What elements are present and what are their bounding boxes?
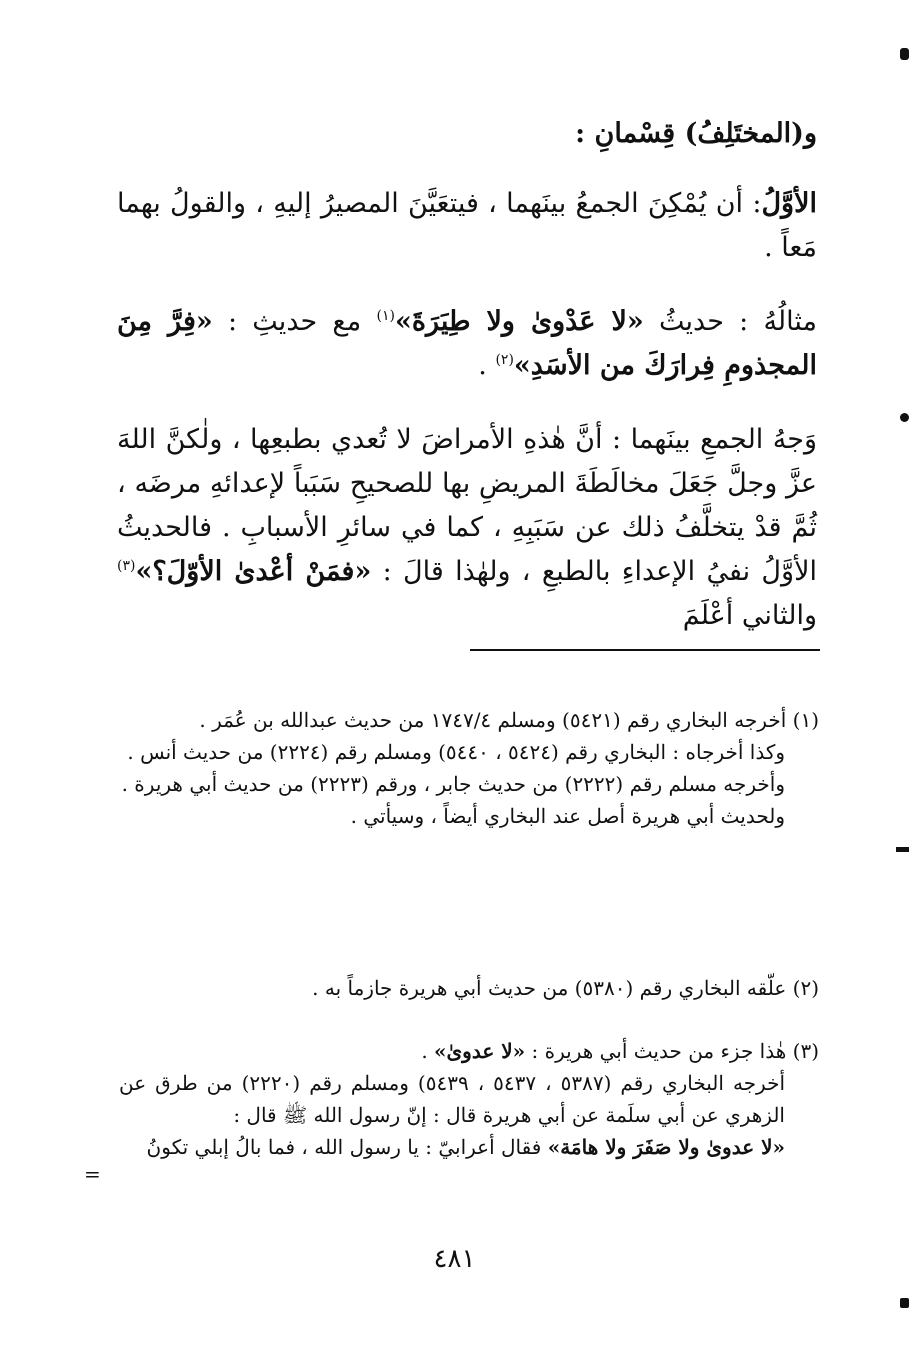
footnote-ref-1: (١) bbox=[376, 308, 395, 324]
first-type-label: الأوَّلُ bbox=[761, 188, 817, 219]
hadith-flee-leper: «فِرَّ مِنَ المجذومِ فِرارَكَ من الأسَدِ» bbox=[117, 306, 817, 381]
footnote-3-intro: هٰذا جزء من حديث أبي هريرة : bbox=[525, 1039, 787, 1063]
scan-edge-mark bbox=[900, 48, 909, 60]
footnote-3-quote-2: «لا عدوىٰ ولا صَفَرَ ولا هامَة» bbox=[547, 1135, 785, 1159]
footnote-2-number: (٢) bbox=[792, 976, 819, 1000]
reconciliation-text bbox=[117, 418, 817, 638]
first-type-paragraph bbox=[117, 182, 817, 270]
page-number: ٤٨١ bbox=[433, 1244, 476, 1274]
footnote-1-number: (١) bbox=[792, 708, 819, 732]
footnote-3-number: (٣) bbox=[792, 1039, 819, 1063]
hadith-no-contagion: «لا عَدْوىٰ ولا طِيَرَةَ» bbox=[394, 306, 644, 337]
footnote-3-line-1 bbox=[119, 1035, 819, 1067]
footnote-3-end: . bbox=[421, 1039, 435, 1063]
reconciliation-body: وَجهُ الجمعِ بينَهما : أنَّ هٰذهِ الأمراضَ لا تُعدي بطبعِها ، ولٰكنَّ اللهَ عزَّ وجلَّ جَعَلَ مخالَطَةَ المريضِ بها للصحيحِ سَبَباً لإعدائهِ مرضَه ، ثُمَّ قدْ يتخلَّفُ ذلك عن سَبَبِهِ ، كما في سائرِ الأسبابِ . فالحديثُ الأوَّلُ نفيُ الإعداءِ بالطبعِ ، ولهٰذا قالَ : bbox=[117, 424, 817, 587]
first-type-text bbox=[117, 182, 817, 270]
footnote-ref-2: (٢) bbox=[495, 352, 514, 368]
footnote-3-continuation: فقال أعرابيّ : يا رسول الله ، فما بالُ إبلي تكونُ bbox=[146, 1135, 548, 1159]
footnote-1-line-3: وأخرجه مسلم رقم (٢٢٢٢) من حديث جابر ، ورقم (٢٢٢٣) من حديث أبي هريرة . bbox=[121, 772, 785, 796]
footnote-ref-3: (٣) bbox=[117, 558, 136, 574]
first-type-body: : أن يُمْكِنَ الجمعُ بينَهما ، فيتعَيَّنَ المصيرُ إليهِ ، والقولُ بهما مَعاً . bbox=[117, 188, 817, 263]
footnote-2-line bbox=[119, 972, 819, 1004]
footnote-1-line-1 bbox=[119, 704, 819, 736]
reconciliation-paragraph bbox=[117, 418, 817, 638]
example-intro: مثالُهُ : حديثُ bbox=[659, 306, 817, 337]
hadith-who-infected-first: «فمَنْ أعْدىٰ الأوّلَ؟» bbox=[135, 556, 372, 587]
scan-edge-mark bbox=[900, 1298, 909, 1308]
footnote-divider bbox=[470, 649, 820, 651]
footnote-3-line-3 bbox=[119, 1131, 819, 1163]
footnote-2 bbox=[119, 972, 819, 1004]
example-text bbox=[117, 300, 817, 388]
footnote-1 bbox=[119, 704, 819, 832]
footnote-3-quote: «لا عدوىٰ» bbox=[434, 1039, 526, 1063]
heading-text: و(المختَلِفُ) قِسْمانِ : bbox=[575, 118, 817, 149]
footnote-2-text: علّقه البخاري رقم (٥٣٨٠) من حديث أبي هريرة جازماً به . bbox=[312, 976, 787, 1000]
footnote-3 bbox=[119, 1035, 819, 1163]
continuation-mark: = bbox=[84, 1162, 101, 1186]
section-heading bbox=[117, 112, 817, 156]
example-middle: مع حديثِ : bbox=[212, 306, 377, 337]
reconciliation-tail: والثاني أعْلَمَ bbox=[682, 600, 817, 631]
footnote-1-line-4: ولحديث أبي هريرة أصل عند البخاري أيضاً ، وسيأتي . bbox=[350, 804, 785, 828]
footnote-1-line-2: وكذا أخرجاه : البخاري رقم (٥٤٢٤ ، ٥٤٤٠) ومسلم رقم (٢٢٢٤) من حديث أنس . bbox=[127, 740, 785, 764]
scan-edge-mark bbox=[896, 847, 909, 852]
example-end: . bbox=[478, 350, 496, 381]
footnote-3-line-2: أخرجه البخاري رقم (٥٣٨٧ ، ٥٤٣٧ ، ٥٤٣٩) ومسلم رقم (٢٢٢٠) من طرق عن الزهري عن أبي سلَمة عن أبي هريرة قال : إنّ رسول الله ﷺ قال : bbox=[119, 1071, 786, 1127]
scan-edge-mark bbox=[900, 413, 909, 422]
footnote-1-text: أخرجه البخاري رقم (٥٤٢١) ومسلم ١٧٤٧/٤ من حديث عبدالله بن عُمَر . bbox=[199, 708, 787, 732]
example-paragraph bbox=[117, 300, 817, 388]
